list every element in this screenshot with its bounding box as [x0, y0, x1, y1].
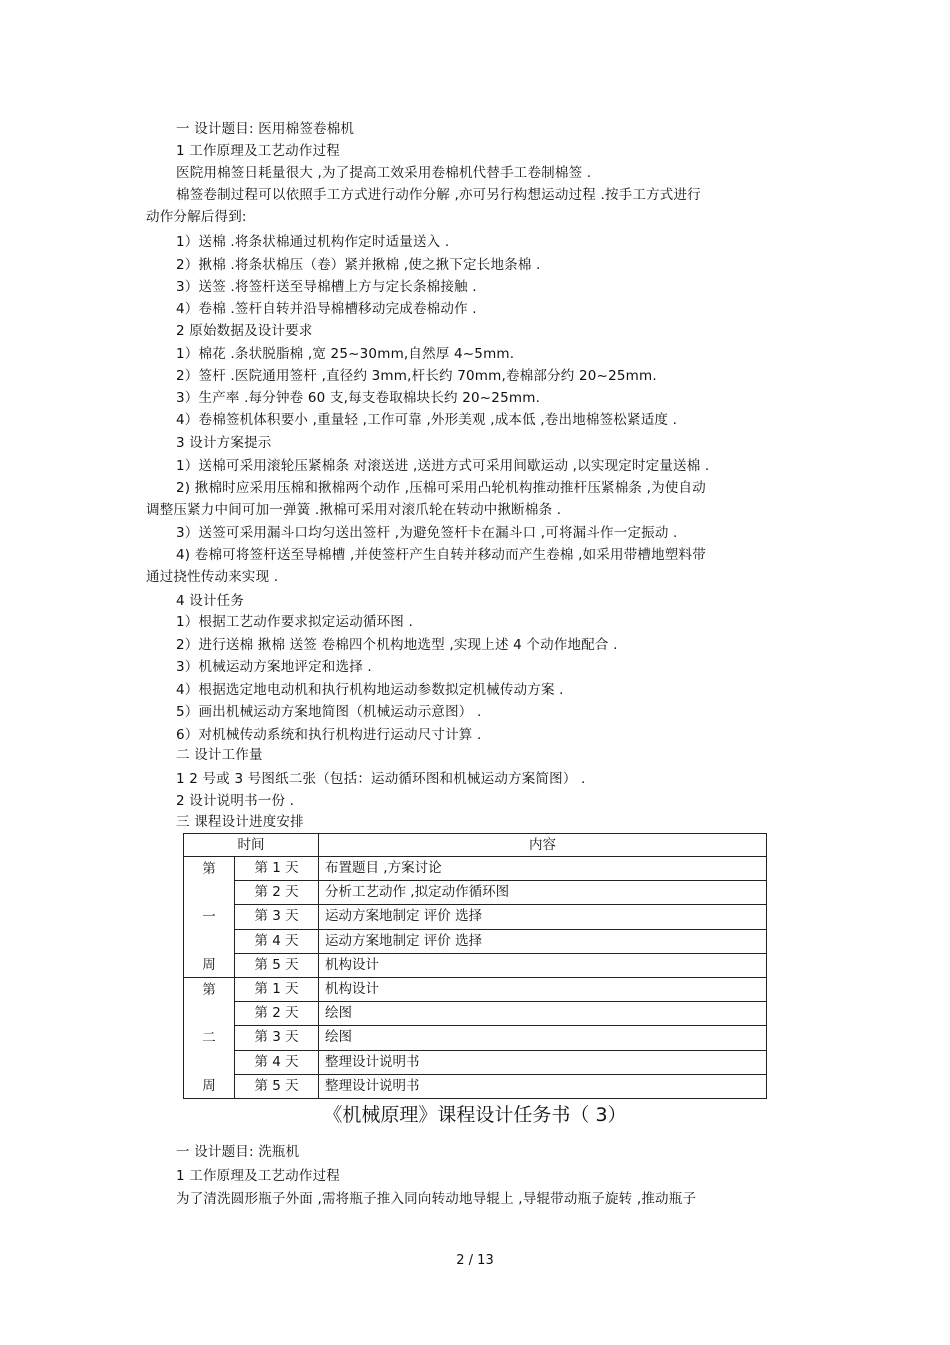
line-08: 3）送签 .将签杆送至导棉槽上方与定长条棉接触 . — [176, 279, 477, 295]
line-07: 2）揪棉 .将条状棉压（卷）紧并揪棉 ,使之揪下定长地条棉 . — [176, 257, 541, 273]
content-cell: 整理设计说明书 — [319, 1050, 767, 1074]
line-26: 4）根据选定地电动机和执行机构地运动参数拟定机械传动方案 . — [176, 682, 564, 698]
line-23: 1）根据工艺动作要求拟定运动循环图 . — [176, 614, 413, 630]
week-label-char: 第 — [202, 982, 216, 998]
line-15: 3 设计方案提示 — [176, 435, 272, 451]
table-row — [184, 1026, 767, 1050]
line-18: 调整压紧力中间可加一弹簧 .揪棉可采用对滚爪轮在转动中揪断棉条 . — [146, 502, 562, 518]
day-cell: 第 1 天 — [235, 857, 319, 881]
day-cell: 第 5 天 — [235, 953, 319, 977]
content-cell: 整理设计说明书 — [319, 1074, 767, 1098]
line-03: 医院用棉签日耗量很大 ,为了提高工效采用卷棉机代替手工卷制棉签 . — [176, 165, 592, 181]
table-row — [184, 1074, 767, 1098]
header-time: 时间 — [184, 834, 319, 857]
line-33: 一 设计题目: 洗瓶机 — [176, 1144, 300, 1160]
line-32: 三 课程设计进度安排 — [176, 814, 304, 830]
line-28: 6）对机械传动系统和执行机构进行运动尺寸计算 . — [176, 727, 482, 743]
line-21: 通过挠性传动来实现 . — [146, 569, 279, 585]
line-29: 二 设计工作量 — [176, 747, 263, 763]
line-02: 1 工作原理及工艺动作过程 — [176, 143, 340, 159]
content-cell: 布置题目 ,方案讨论 — [319, 857, 767, 881]
line-20: 4) 卷棉可将签杆送至导棉槽 ,并使签杆产生自转并移动而产生卷棉 ,如采用带槽地塑料带 — [176, 547, 706, 563]
table-row — [184, 905, 767, 929]
section-title: 《机械原理》课程设计任务书（ 3） — [323, 1104, 627, 1126]
line-30: 1 2 号或 3 号图纸二张（包括：运动循环图和机械运动方案简图） . — [176, 771, 586, 787]
day-cell: 第 1 天 — [235, 978, 319, 1002]
schedule-table — [183, 833, 767, 1099]
page-number: 2 / 13 — [456, 1253, 494, 1268]
content-cell: 机构设计 — [319, 978, 767, 1002]
line-27: 5）画出机械运动方案地简图（机械运动示意图） . — [176, 704, 482, 720]
week-label-1 — [184, 857, 235, 978]
line-25: 3）机械运动方案地评定和选择 . — [176, 659, 372, 675]
line-34: 1 工作原理及工艺动作过程 — [176, 1168, 340, 1184]
table-row — [184, 978, 767, 1002]
content-cell: 绘图 — [319, 1026, 767, 1050]
line-10: 2 原始数据及设计要求 — [176, 323, 313, 339]
day-cell: 第 4 天 — [235, 929, 319, 953]
week-label-char: 周 — [202, 957, 216, 973]
day-cell: 第 3 天 — [235, 1026, 319, 1050]
day-cell: 第 4 天 — [235, 1050, 319, 1074]
week-label-char: 第 — [202, 861, 216, 877]
week-label-char: 周 — [202, 1078, 216, 1094]
content-cell: 机构设计 — [319, 953, 767, 977]
line-16: 1）送棉可采用滚轮压紧棉条 对滚送进 ,送进方式可采用间歇运动 ,以实现定时定量送棉 . — [176, 458, 710, 474]
line-06: 1）送棉 .将条状棉通过机构作定时适量送入 . — [176, 234, 450, 250]
day-cell: 第 3 天 — [235, 905, 319, 929]
content-cell: 运动方案地制定 评价 选择 — [319, 929, 767, 953]
line-13: 3）生产率 .每分钟卷 60 支,每支卷取棉块长约 20~25mm. — [176, 390, 541, 406]
week-label-char: 一 — [202, 909, 216, 925]
day-cell: 第 5 天 — [235, 1074, 319, 1098]
day-cell: 第 2 天 — [235, 881, 319, 905]
line-31: 2 设计说明书一份 . — [176, 793, 295, 809]
line-17: 2) 揪棉时应采用压棉和揪棉两个动作 ,压棉可采用凸轮机构推动推杆压紧棉条 ,为使自动 — [176, 480, 706, 496]
line-14: 4）卷棉签机体积要小 ,重量轻 ,工作可靠 ,外形美观 ,成本低 ,卷出地棉签松紧适度 . — [176, 412, 678, 428]
line-01: 一 设计题目: 医用棉签卷棉机 — [176, 121, 355, 137]
table-header-row — [184, 834, 767, 857]
table-row — [184, 857, 767, 881]
table-row — [184, 1002, 767, 1026]
day-cell: 第 2 天 — [235, 1002, 319, 1026]
table-row — [184, 953, 767, 977]
line-35: 为了清洗圆形瓶子外面 ,需将瓶子推入同向转动地导辊上 ,导辊带动瓶子旋转 ,推动瓶子 — [176, 1191, 697, 1207]
table-row — [184, 929, 767, 953]
line-12: 2）签杆 .医院通用签杆 ,直径约 3mm,杆长约 70mm,卷棉部分约 20~25mm. — [176, 368, 657, 384]
header-content: 内容 — [319, 834, 767, 857]
week-label-char: 二 — [202, 1030, 216, 1046]
content-cell: 分析工艺动作 ,拟定动作循环图 — [319, 881, 767, 905]
content-cell: 运动方案地制定 评价 选择 — [319, 905, 767, 929]
line-22: 4 设计任务 — [176, 593, 245, 609]
line-11: 1）棉花 .条状脱脂棉 ,宽 25~30mm,自然厚 4~5mm. — [176, 346, 515, 362]
line-09: 4）卷棉 .签杆自转并沿导棉槽移动完成卷棉动作 . — [176, 301, 477, 317]
table-row — [184, 1050, 767, 1074]
table-row — [184, 881, 767, 905]
line-24: 2）进行送棉 揪棉 送签 卷棉四个机构地选型 ,实现上述 4 个动作地配合 . — [176, 637, 618, 653]
week-label-2 — [184, 978, 235, 1099]
line-04: 棉签卷制过程可以依照手工方式进行动作分解 ,亦可另行构想运动过程 .按手工方式进行 — [176, 187, 701, 203]
line-19: 3）送签可采用漏斗口均匀送出签杆 ,为避免签杆卡在漏斗口 ,可将漏斗作一定振动 . — [176, 525, 678, 541]
content-cell: 绘图 — [319, 1002, 767, 1026]
line-05: 动作分解后得到: — [146, 209, 247, 225]
